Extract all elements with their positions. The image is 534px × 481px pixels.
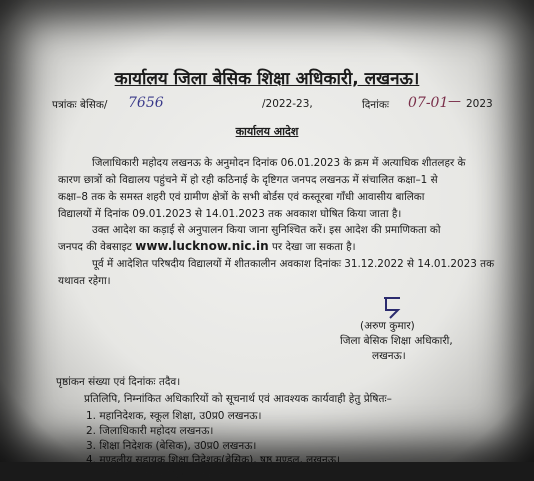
list-item: 1. महानिदेशक, स्कूल शिक्षा, उ0प्र0 लखनऊ।	[86, 410, 262, 422]
para1-line4: विद्यालयों में दिनांक 09.01.2023 से 14.01.2023 तक अवकाश घोषित किया जाता है।	[58, 208, 402, 220]
list-item: 2. जिलाधिकारी महोदय लखनऊ।	[86, 425, 214, 437]
signatory-designation: जिला बेसिक शिक्षा अधिकारी,	[340, 335, 453, 347]
para3-line1: पूर्व में आदेशित परिषदीय विद्यालयों में शीतकालीन अवकाश दिनांकः 31.12.2022 से 14.01.2023 तक	[92, 258, 495, 270]
date-handwritten: 07-01	[408, 95, 449, 111]
endorsement-line: पृष्ठांकन संख्या एवं दिनांकः तदैव।	[56, 376, 181, 388]
date-label: दिनांकः	[362, 99, 390, 111]
para1-line1: जिलाधिकारी महोदय लखनऊ के अनुमोदन दिनांक 06.01.2023 के क्रम में अत्याधिक शीतलहर के	[92, 157, 466, 169]
list-item: 5. जिला विद्यालय निरीक्षक, लखनऊ।	[86, 468, 230, 480]
signature-icon	[380, 296, 408, 320]
list-item: 3. शिक्षा निदेशक (बेसिक), उ0प्र0 लखनऊ।	[86, 440, 257, 452]
list-item: 4. मण्डलीय सहायक शिक्षा निदेशक(बेसिक), षष्ठ मण्डल, लखनऊ।	[86, 454, 340, 466]
order-title: कार्यालय आदेश	[235, 125, 299, 138]
website-url: www.lucknow.nic.in	[135, 239, 269, 253]
signatory-name: (अरुण कुमार)	[360, 320, 415, 332]
date-year: 2023	[466, 98, 493, 110]
copy-to-line: प्रतिलिपि, निम्नांकित अधिकारियों को सूचनार्थ एवं आवश्यक कार्यवाही हेतु प्रेषितः–	[84, 393, 392, 405]
para1-line2: कारण छात्रों को विद्यालय पहुंचने में हो रही कठिनाई के दृष्टिगत जनपद लखनऊ में संचालित कक्षा–1 से	[58, 174, 438, 186]
para2-suffix: पर देखा जा सकता है।	[272, 241, 356, 253]
patrank-label: पत्रांकः बेसिक/	[52, 99, 108, 111]
office-heading: कार्यालय जिला बेसिक शिक्षा अधिकारी, लखनऊ।	[114, 69, 420, 89]
session-year: /2022-23,	[262, 98, 313, 110]
date-dash: —	[448, 94, 461, 109]
signatory-city: लखनऊ।	[372, 350, 406, 362]
para2-line1: उक्त आदेश का कड़ाई से अनुपालन किया जाना सुनिश्चित करें। इस आदेश की प्रमाणिकता को	[92, 224, 441, 236]
patrank-number: 7656	[128, 95, 164, 111]
para2-line2	[58, 239, 356, 254]
para3-line2: यथावत रहेगा।	[58, 275, 111, 287]
para1-line3: कक्षा–8 तक के समस्त शहरी एवं ग्रामीण क्षेत्रों के सभी बोर्डस एवं कस्तूरबा गाँधी आवासीय बालिका	[58, 191, 425, 203]
para2-prefix: जनपद की वेबसाइट	[58, 241, 132, 253]
